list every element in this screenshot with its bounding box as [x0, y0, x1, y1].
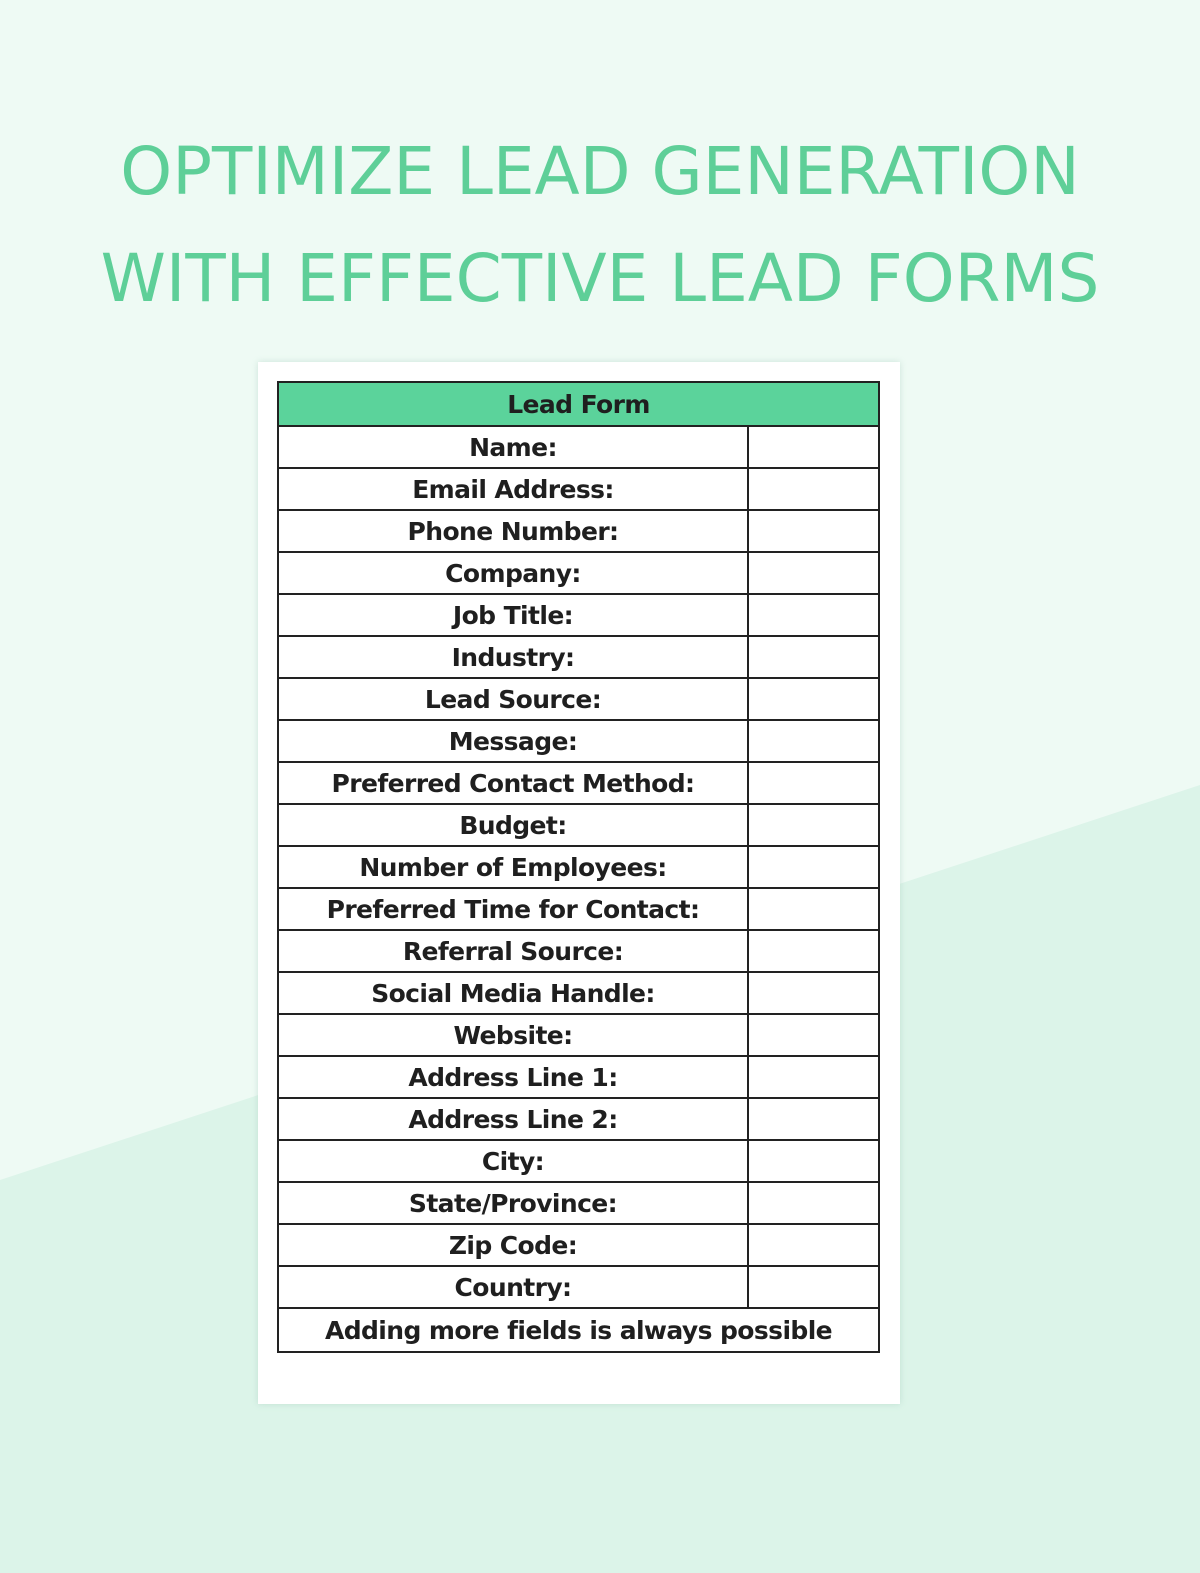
- field-label: City:: [278, 1140, 748, 1182]
- field-value[interactable]: [748, 678, 879, 720]
- table-row: [278, 762, 879, 804]
- field-value[interactable]: [748, 552, 879, 594]
- field-value[interactable]: [748, 594, 879, 636]
- field-label: Name:: [278, 426, 748, 468]
- lead-form-header: Lead Form: [278, 382, 879, 426]
- table-row: [278, 426, 879, 468]
- field-value[interactable]: [748, 1266, 879, 1308]
- field-value[interactable]: [748, 1182, 879, 1224]
- table-row: [278, 1224, 879, 1266]
- table-row: [278, 552, 879, 594]
- table-row: [278, 468, 879, 510]
- table-row: [278, 636, 879, 678]
- page-title: [0, 118, 1200, 332]
- field-label: Website:: [278, 1014, 748, 1056]
- field-label: Phone Number:: [278, 510, 748, 552]
- table-row: [278, 678, 879, 720]
- field-value[interactable]: [748, 846, 879, 888]
- field-label: Number of Employees:: [278, 846, 748, 888]
- page-title-line-2: WITH EFFECTIVE LEAD FORMS: [100, 240, 1100, 317]
- field-value[interactable]: [748, 762, 879, 804]
- table-row: [278, 888, 879, 930]
- table-row: [278, 1266, 879, 1308]
- table-row: [278, 1098, 879, 1140]
- field-label: Zip Code:: [278, 1224, 748, 1266]
- table-row: [278, 1140, 879, 1182]
- table-row: [278, 720, 879, 762]
- field-value[interactable]: [748, 1224, 879, 1266]
- table-header-row: [278, 382, 879, 426]
- field-value[interactable]: [748, 426, 879, 468]
- field-label: Budget:: [278, 804, 748, 846]
- lead-form-card: [258, 362, 900, 1404]
- field-label: Industry:: [278, 636, 748, 678]
- field-value[interactable]: [748, 1014, 879, 1056]
- field-value[interactable]: [748, 636, 879, 678]
- field-value[interactable]: [748, 930, 879, 972]
- field-value[interactable]: [748, 1056, 879, 1098]
- table-row: [278, 510, 879, 552]
- field-label: Message:: [278, 720, 748, 762]
- field-value[interactable]: [748, 1098, 879, 1140]
- field-label: Preferred Time for Contact:: [278, 888, 748, 930]
- table-row: [278, 930, 879, 972]
- field-value[interactable]: [748, 468, 879, 510]
- table-row: [278, 1014, 879, 1056]
- field-value[interactable]: [748, 1140, 879, 1182]
- footer-note: Adding more fields is always possible: [278, 1308, 879, 1352]
- field-label: Address Line 2:: [278, 1098, 748, 1140]
- field-label: Social Media Handle:: [278, 972, 748, 1014]
- field-label: Referral Source:: [278, 930, 748, 972]
- table-row: [278, 1056, 879, 1098]
- table-row: [278, 846, 879, 888]
- lead-form-table: [277, 381, 880, 1353]
- field-value[interactable]: [748, 804, 879, 846]
- table-footer-row: [278, 1308, 879, 1352]
- table-row: [278, 1182, 879, 1224]
- field-value[interactable]: [748, 972, 879, 1014]
- field-label: Address Line 1:: [278, 1056, 748, 1098]
- lead-form-body: [278, 426, 879, 1352]
- field-label: Preferred Contact Method:: [278, 762, 748, 804]
- table-row: [278, 594, 879, 636]
- field-value[interactable]: [748, 510, 879, 552]
- table-row: [278, 972, 879, 1014]
- field-label: Lead Source:: [278, 678, 748, 720]
- field-value[interactable]: [748, 720, 879, 762]
- field-label: Job Title:: [278, 594, 748, 636]
- field-value[interactable]: [748, 888, 879, 930]
- page-title-line-1: OPTIMIZE LEAD GENERATION: [120, 133, 1080, 210]
- field-label: State/Province:: [278, 1182, 748, 1224]
- field-label: Country:: [278, 1266, 748, 1308]
- field-label: Company:: [278, 552, 748, 594]
- field-label: Email Address:: [278, 468, 748, 510]
- table-row: [278, 804, 879, 846]
